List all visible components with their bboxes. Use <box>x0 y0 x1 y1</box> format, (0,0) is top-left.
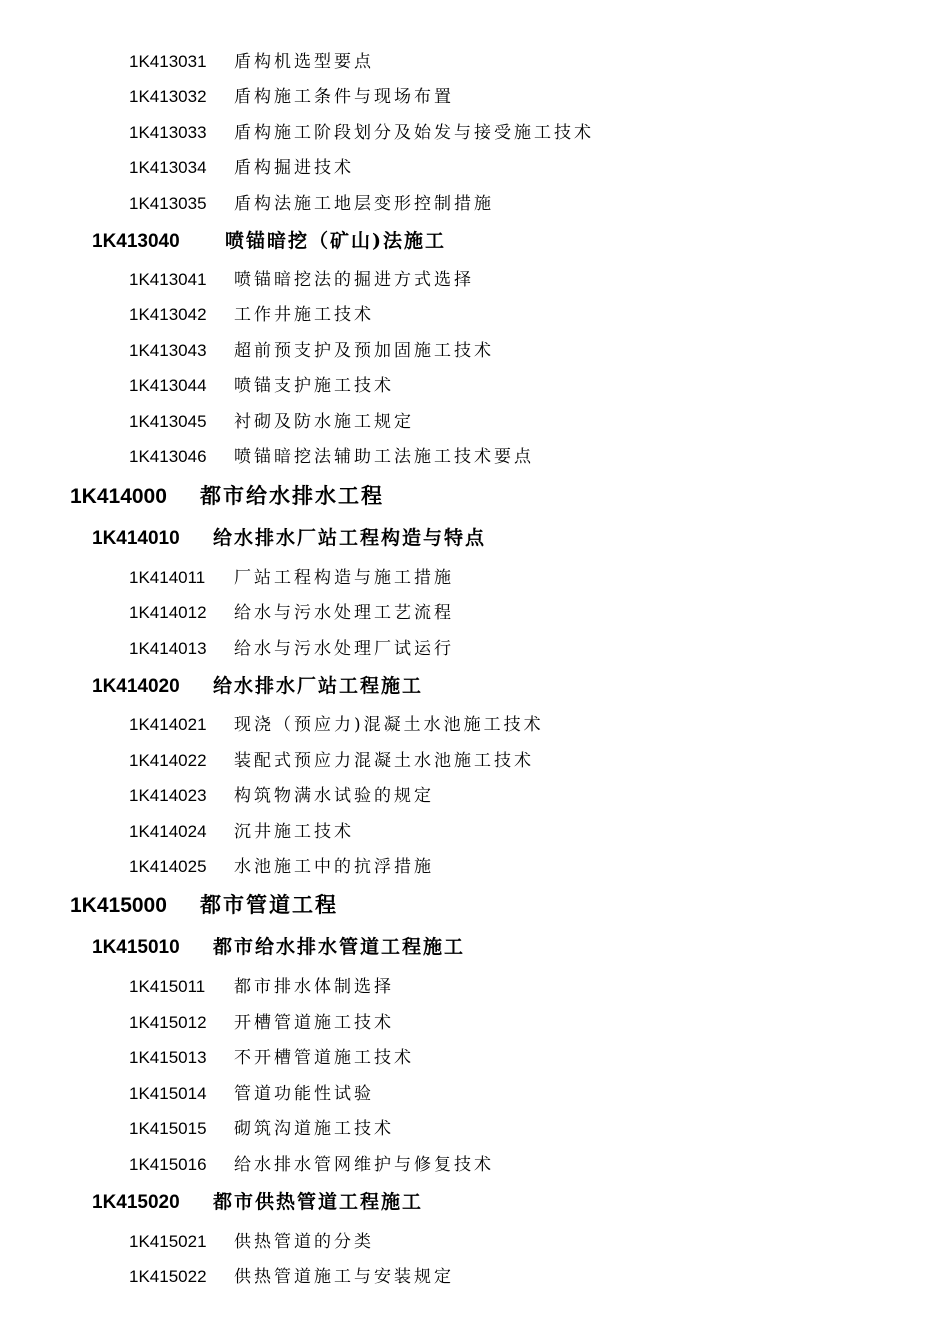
toc-item-code: 1K414022 <box>129 751 207 770</box>
toc-chapter <box>70 889 338 919</box>
toc-item-title: 喷锚支护施工技术 <box>234 376 394 396</box>
toc-item-title: 装配式预应力混凝土水池施工技术 <box>234 751 534 771</box>
toc-item <box>129 47 374 72</box>
toc-item-title: 工作井施工技术 <box>234 305 374 325</box>
toc-item-code: 1K414021 <box>129 715 207 734</box>
toc-item <box>129 710 544 735</box>
toc-item-code: 1K413046 <box>129 447 207 466</box>
toc-item <box>129 598 454 623</box>
toc-item <box>129 371 394 396</box>
toc-item-title: 给水与污水处理工艺流程 <box>234 603 454 623</box>
toc-chapter-title: 都市管道工程 <box>200 892 338 917</box>
toc-section-title: 都市供热管道工程施工 <box>213 1191 424 1213</box>
toc-section <box>92 523 486 550</box>
toc-item <box>129 1262 454 1287</box>
toc-item-title: 厂站工程构造与施工措施 <box>234 568 454 588</box>
toc-section-code: 1K415020 <box>92 1192 180 1213</box>
toc-section-code: 1K415010 <box>92 937 180 958</box>
toc-section-code: 1K414010 <box>92 528 180 549</box>
toc-item <box>129 118 594 143</box>
toc-item-title: 给水排水管网维护与修复技术 <box>234 1155 494 1175</box>
toc-item <box>129 634 454 659</box>
toc-item <box>129 407 414 432</box>
toc-item-title: 构筑物满水试验的规定 <box>234 786 434 806</box>
toc-item <box>129 1227 374 1252</box>
toc-item-title: 供热管道施工与安装规定 <box>234 1267 454 1287</box>
toc-chapter-code: 1K415000 <box>70 894 167 917</box>
toc-item <box>129 817 354 842</box>
toc-item-title: 盾构掘进技术 <box>234 158 354 178</box>
toc-item-code: 1K413042 <box>129 305 207 324</box>
toc-item-code: 1K415014 <box>129 1084 207 1103</box>
toc-item-title: 现浇（预应力)混凝土水池施工技术 <box>234 715 544 735</box>
toc-item-code: 1K413032 <box>129 87 207 106</box>
toc-item-code: 1K413033 <box>129 123 207 142</box>
toc-item-code: 1K415015 <box>129 1119 207 1138</box>
toc-section <box>92 226 446 253</box>
toc-item-title: 衬砌及防水施工规定 <box>234 412 414 432</box>
toc-item-code: 1K415013 <box>129 1048 207 1067</box>
toc-item-title: 盾构施工阶段划分及始发与接受施工技术 <box>234 123 594 143</box>
toc-item-title: 管道功能性试验 <box>234 1084 374 1104</box>
toc-section-code: 1K413040 <box>92 231 180 252</box>
toc-item <box>129 852 434 877</box>
toc-section-code: 1K414020 <box>92 676 180 697</box>
toc-item-title: 盾构法施工地层变形控制措施 <box>234 194 494 214</box>
toc-item <box>129 442 534 467</box>
toc-item-title: 水池施工中的抗浮措施 <box>234 857 434 877</box>
toc-item <box>129 300 374 325</box>
toc-item-code: 1K413044 <box>129 376 207 395</box>
toc-section-title: 都市给水排水管道工程施工 <box>213 936 466 958</box>
toc-item-code: 1K414025 <box>129 857 207 876</box>
toc-item-code: 1K414023 <box>129 786 207 805</box>
toc-item <box>129 1043 414 1068</box>
toc-item-code: 1K415022 <box>129 1267 207 1286</box>
toc-item-title: 都市排水体制选择 <box>234 977 394 997</box>
toc-item-code: 1K413031 <box>129 52 207 71</box>
toc-item <box>129 1079 374 1104</box>
toc-item-title: 沉井施工技术 <box>234 822 354 842</box>
toc-item-code: 1K415011 <box>129 977 206 996</box>
toc-item-code: 1K415012 <box>129 1013 207 1032</box>
toc-item <box>129 336 494 361</box>
toc-item-title: 开槽管道施工技术 <box>234 1013 394 1033</box>
toc-section <box>92 671 423 698</box>
toc-chapter-title: 都市给水排水工程 <box>200 483 384 508</box>
toc-item-title: 给水与污水处理厂试运行 <box>234 639 454 659</box>
toc-item <box>129 563 454 588</box>
toc-item <box>129 781 434 806</box>
toc-section-title: 给水排水厂站工程施工 <box>213 675 424 697</box>
toc-item-code: 1K413034 <box>129 158 207 177</box>
toc-item <box>129 972 394 997</box>
toc-item-code: 1K414012 <box>129 603 207 622</box>
toc-item <box>129 746 534 771</box>
toc-item-code: 1K413041 <box>129 270 207 289</box>
toc-item <box>129 1150 494 1175</box>
toc-item-title: 不开槽管道施工技术 <box>234 1048 414 1068</box>
toc-item-code: 1K414013 <box>129 639 207 658</box>
toc-item <box>129 82 454 107</box>
toc-item <box>129 189 494 214</box>
toc-item-code: 1K413035 <box>129 194 207 213</box>
toc-chapter-code: 1K414000 <box>70 485 167 508</box>
toc-section <box>92 1187 423 1214</box>
toc-item-title: 喷锚暗挖法辅助工法施工技术要点 <box>234 447 534 467</box>
toc-item <box>129 265 474 290</box>
toc-item-title: 盾构机选型要点 <box>234 52 374 72</box>
toc-section <box>92 932 465 959</box>
toc-chapter <box>70 480 384 510</box>
toc-item-title: 供热管道的分类 <box>234 1232 374 1252</box>
toc-section-title: 给水排水厂站工程构造与特点 <box>213 527 487 549</box>
toc-item-code: 1K414024 <box>129 822 207 841</box>
toc-section-title: 喷锚暗挖（矿山)法施工 <box>225 230 446 252</box>
toc-item-code: 1K414011 <box>129 568 206 587</box>
toc-item <box>129 153 354 178</box>
toc-item-title: 喷锚暗挖法的掘进方式选择 <box>234 270 474 290</box>
toc-item <box>129 1114 394 1139</box>
toc-item-code: 1K413045 <box>129 412 207 431</box>
toc-item-title: 超前预支护及预加固施工技术 <box>234 341 494 361</box>
toc-item <box>129 1008 394 1033</box>
toc-item-title: 砌筑沟道施工技术 <box>234 1119 394 1139</box>
toc-item-title: 盾构施工条件与现场布置 <box>234 87 454 107</box>
toc-item-code: 1K415016 <box>129 1155 207 1174</box>
toc-item-code: 1K413043 <box>129 341 207 360</box>
toc-item-code: 1K415021 <box>129 1232 207 1251</box>
